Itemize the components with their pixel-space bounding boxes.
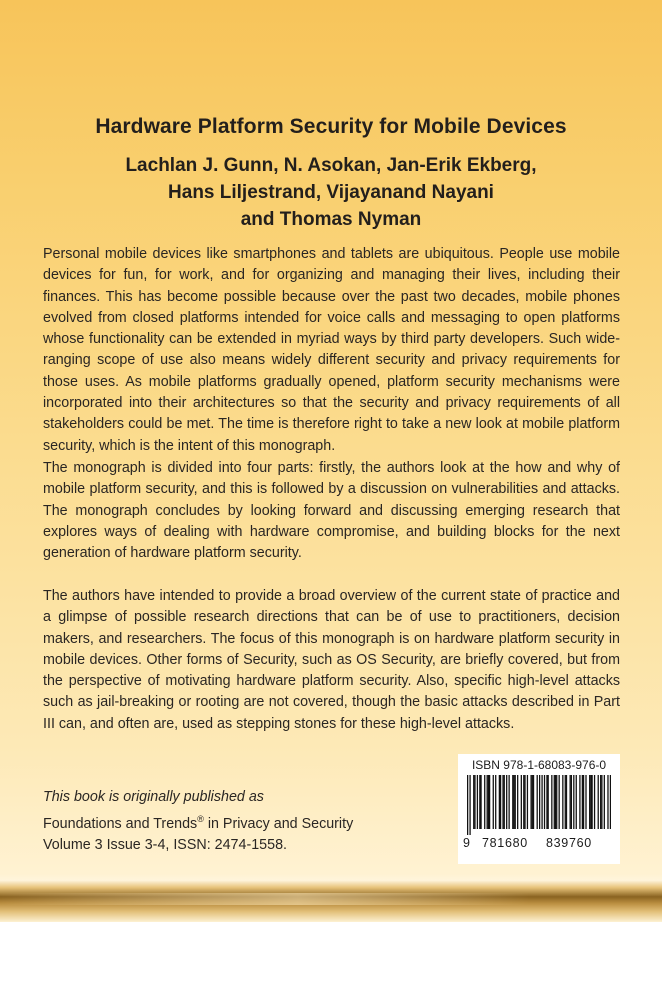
- barcode-bar: [499, 775, 500, 829]
- barcode-bar: [537, 775, 538, 829]
- barcode-bar: [541, 775, 542, 829]
- barcode-bar: [517, 775, 518, 829]
- barcode-bar: [473, 775, 474, 829]
- barcode-bar: [493, 775, 494, 829]
- barcode-bar: [523, 775, 524, 829]
- barcode-bar: [480, 775, 481, 829]
- barcode-bar: [521, 775, 522, 829]
- barcode-bar: [502, 775, 503, 829]
- barcode-bar: [589, 775, 590, 829]
- publication-note-line: [43, 809, 353, 835]
- description-paragraph: The monograph is divided into four parts: firstly, the authors look at the how and why of mobile platform security, and this is followed by a discussion on vulnerabilities and attacks. The monograph concludes by looking forward and discussing emerging research that explores ways of dealing with hardware compromise, and building blocks for the next generation of hardware platform security.: [43, 460, 620, 562]
- barcode-bar: [515, 775, 516, 829]
- barcode-bar: [590, 775, 591, 829]
- barcode-bar: [604, 775, 605, 829]
- barcode-bar: [489, 775, 490, 829]
- barcode-bar: [484, 775, 485, 829]
- barcode-bar: [583, 775, 584, 829]
- barcode-bar: [469, 775, 470, 835]
- journal-subtitle: in Privacy and Security: [203, 815, 354, 832]
- barcode-bar: [579, 775, 580, 829]
- barcode-bar: [601, 775, 602, 829]
- publication-note-line: Volume 3 Issue 3-4, ISSN: 2474-1558.: [43, 836, 287, 853]
- barcode-bar: [570, 775, 571, 829]
- barcode-bar: [533, 775, 534, 829]
- barcode-bar: [467, 775, 468, 835]
- decorative-band-sheen: [0, 893, 662, 905]
- barcode-bar: [532, 775, 533, 829]
- barcode-bar: [551, 775, 552, 829]
- barcode-bar: [504, 775, 505, 829]
- barcode-digit-group: 781680: [482, 836, 528, 850]
- barcode-bar: [585, 775, 586, 829]
- barcode-bar: [591, 775, 592, 829]
- barcode-bar: [544, 775, 545, 829]
- barcode-bar: [555, 775, 556, 829]
- barcode-bar: [610, 775, 611, 829]
- author-line: Lachlan J. Gunn, N. Asokan, Jan-Erik Ekberg,: [125, 155, 537, 176]
- barcode-bar: [487, 775, 488, 829]
- barcode-bar: [598, 775, 599, 829]
- barcode-bar: [594, 775, 595, 829]
- barcode-icon: [467, 775, 611, 835]
- barcode-bar: [474, 775, 475, 829]
- barcode-bar: [546, 775, 547, 829]
- barcode-bar: [548, 775, 549, 829]
- publication-note-line: This book is originally published as: [43, 789, 264, 805]
- barcode-bar: [527, 775, 528, 829]
- barcode-bar: [556, 775, 557, 829]
- barcode-bar: [600, 775, 601, 829]
- barcode-bar: [477, 775, 478, 829]
- journal-name: Foundations and Trends: [43, 815, 198, 832]
- barcode-bar: [479, 775, 480, 829]
- barcode-bar: [582, 775, 583, 829]
- registered-mark: ®: [197, 813, 204, 824]
- barcode-bar: [500, 775, 501, 829]
- barcode-bar: [512, 775, 513, 829]
- isbn-label: ISBN 978-1-68083-976-0: [471, 758, 607, 772]
- barcode-bar: [573, 775, 574, 829]
- barcode-bar: [576, 775, 577, 829]
- barcode-bar: [488, 775, 489, 829]
- barcode-bar: [530, 775, 531, 829]
- book-title: Hardware Platform Security for Mobile Devices: [95, 115, 567, 138]
- description-paragraph: Personal mobile devices like smartphones and tablets are ubiquitous. People use mobile devices for fun, for work, and for organizing and managing their lives, including their finances. This has become possible because over the past two decades, mobile phones evolved from closed platforms intended for voice calls and messaging to open platforms whose functionality can be extended in myriad ways by third party developers. Such wide-ranging scope of use also means widely different security and privacy requirements for those uses. As mobile platforms gradually opened, platform security mechanisms were incorporated into their architectures so that the security and privacy requirements of all stakeholders could be met. The time is therefore right to take a new look at mobile platform security, which is the intent of this monograph.: [43, 246, 620, 454]
- barcode-digit-first: 9: [463, 836, 470, 850]
- barcode-bar: [524, 775, 525, 829]
- barcode-bar: [513, 775, 514, 829]
- barcode-bar: [506, 775, 507, 829]
- barcode-bar: [495, 775, 496, 829]
- author-line: Hans Liljestrand, Vijayanand Nayani: [168, 182, 494, 203]
- barcode-bar: [566, 775, 567, 829]
- publication-note: [43, 787, 353, 856]
- barcode-digit-group: 839760: [546, 836, 592, 850]
- barcode-bar: [571, 775, 572, 829]
- barcode-bar: [562, 775, 563, 829]
- isbn-barcode-block: [458, 754, 620, 864]
- author-list: [0, 152, 662, 233]
- barcode-bar: [539, 775, 540, 829]
- author-line: and Thomas Nyman: [240, 209, 422, 230]
- barcode-bar: [559, 775, 560, 829]
- barcode-bar: [607, 775, 608, 829]
- barcode-bar: [508, 775, 509, 829]
- barcode-bar: [554, 775, 555, 829]
- barcode-bar: [565, 775, 566, 829]
- description-paragraph: The authors have intended to provide a broad overview of the current state of practice and a glimpse of possible research directions that can be of use to practitioners, decision makers, and researchers. The focus of this monograph is on hardware platform security in mobile devices. Other forms of Security, such as OS Security, are briefly covered, but from the perspective of motivating hardware platform security. Also, specific high-level attacks such as jail-breaking or rooting are not covered, though the basic attacks described in Part III can, and often are, used as stepping stones for these high-level attacks.: [43, 588, 620, 732]
